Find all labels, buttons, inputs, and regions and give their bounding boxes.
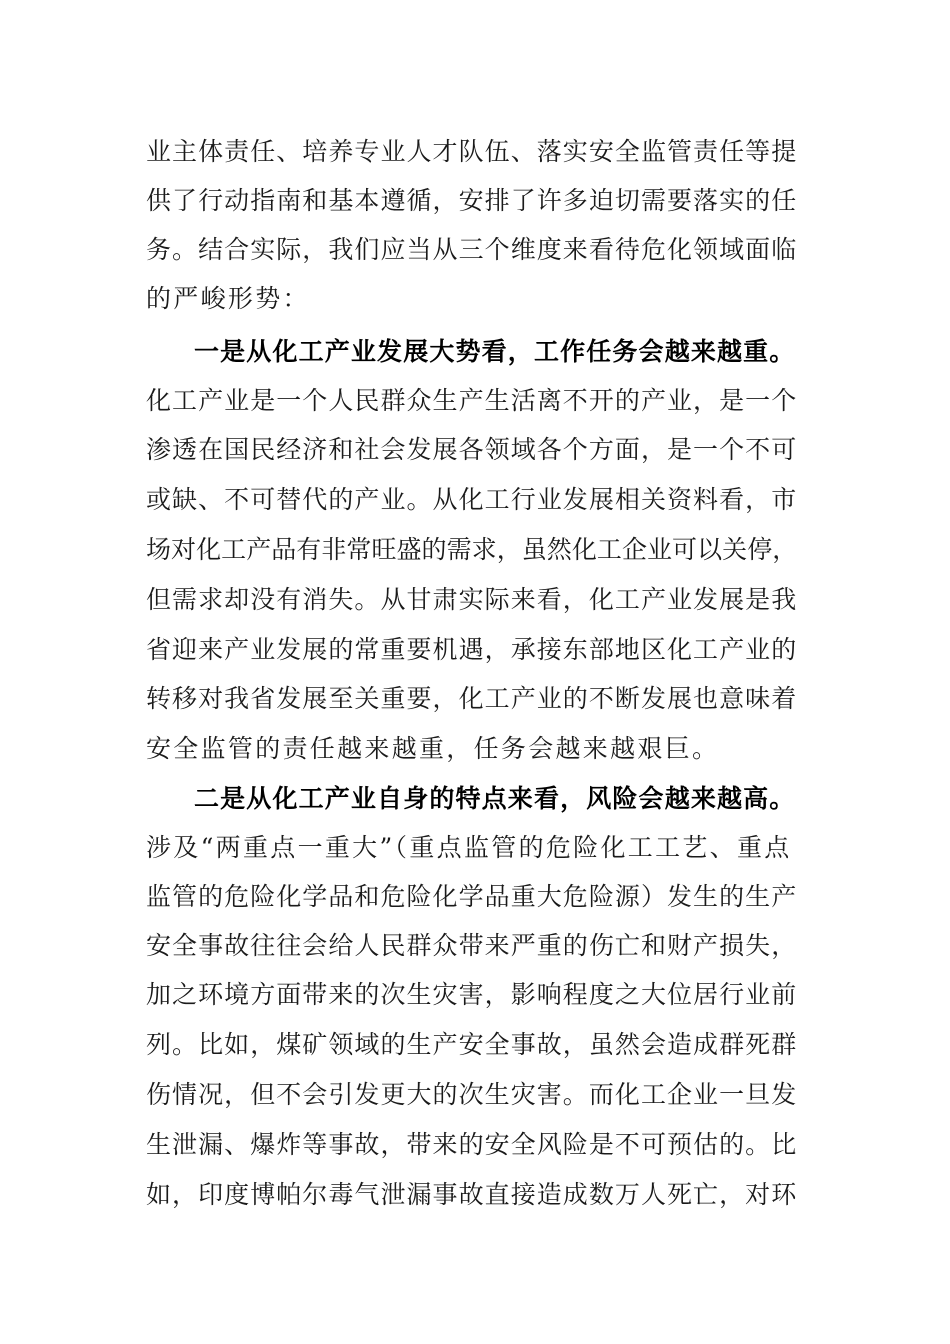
text-line: 列。比如，煤矿领域的生产安全事故，虽然会造成群死群: [146, 1030, 798, 1059]
text-line: 监管的危险化学品和危险化学品重大危险源）发生的生产: [146, 882, 798, 911]
text-line: 务。结合实际，我们应当从三个维度来看待危化领域面临: [146, 235, 798, 264]
text-line: 场对化工产品有非常旺盛的需求，虽然化工企业可以关停，: [146, 535, 798, 564]
section-heading: 二是从化工产业自身的特点来看，风险会越来越高。: [194, 784, 796, 813]
text-line: 涉及“两重点一重大”（重点监管的危险化工工艺、重点: [146, 833, 792, 862]
text-line: 转移对我省发展至关重要，化工产业的不断发展也意味着: [146, 684, 798, 713]
text-line: 安全事故往往会给人民群众带来严重的伤亡和财产损失，: [146, 931, 798, 960]
text-line: 安全监管的责任越来越重，任务会越来越艰巨。: [146, 734, 720, 763]
text-line: 省迎来产业发展的常重要机遇，承接东部地区化工产业的: [146, 635, 798, 664]
section-heading: 一是从化工产业发展大势看，工作任务会越来越重。: [194, 337, 796, 366]
text-line: 生泄漏、爆炸等事故，带来的安全风险是不可预估的。比: [146, 1130, 798, 1159]
text-line: 的严峻形势：: [146, 284, 310, 313]
text-line: 但需求却没有消失。从甘肃实际来看，化工产业发展是我: [146, 585, 798, 614]
text-line: 伤情况，但不会引发更大的次生灾害。而化工企业一旦发: [146, 1080, 798, 1109]
text-line: 供了行动指南和基本遵循，安排了许多迫切需要落实的任: [146, 186, 798, 215]
text-line: 如，印度博帕尔毒气泄漏事故直接造成数万人死亡，对环: [146, 1180, 798, 1209]
text-line: 业主体责任、培养专业人才队伍、落实安全监管责任等提: [146, 137, 798, 166]
text-line: 加之环境方面带来的次生灾害，影响程度之大位居行业前: [146, 980, 798, 1009]
text-line: 渗透在国民经济和社会发展各领域各个方面，是一个不可: [146, 435, 798, 464]
text-line: 化工产业是一个人民群众生产生活离不开的产业，是一个: [146, 386, 798, 415]
text-line: 或缺、不可替代的产业。从化工行业发展相关资料看，市: [146, 485, 798, 514]
